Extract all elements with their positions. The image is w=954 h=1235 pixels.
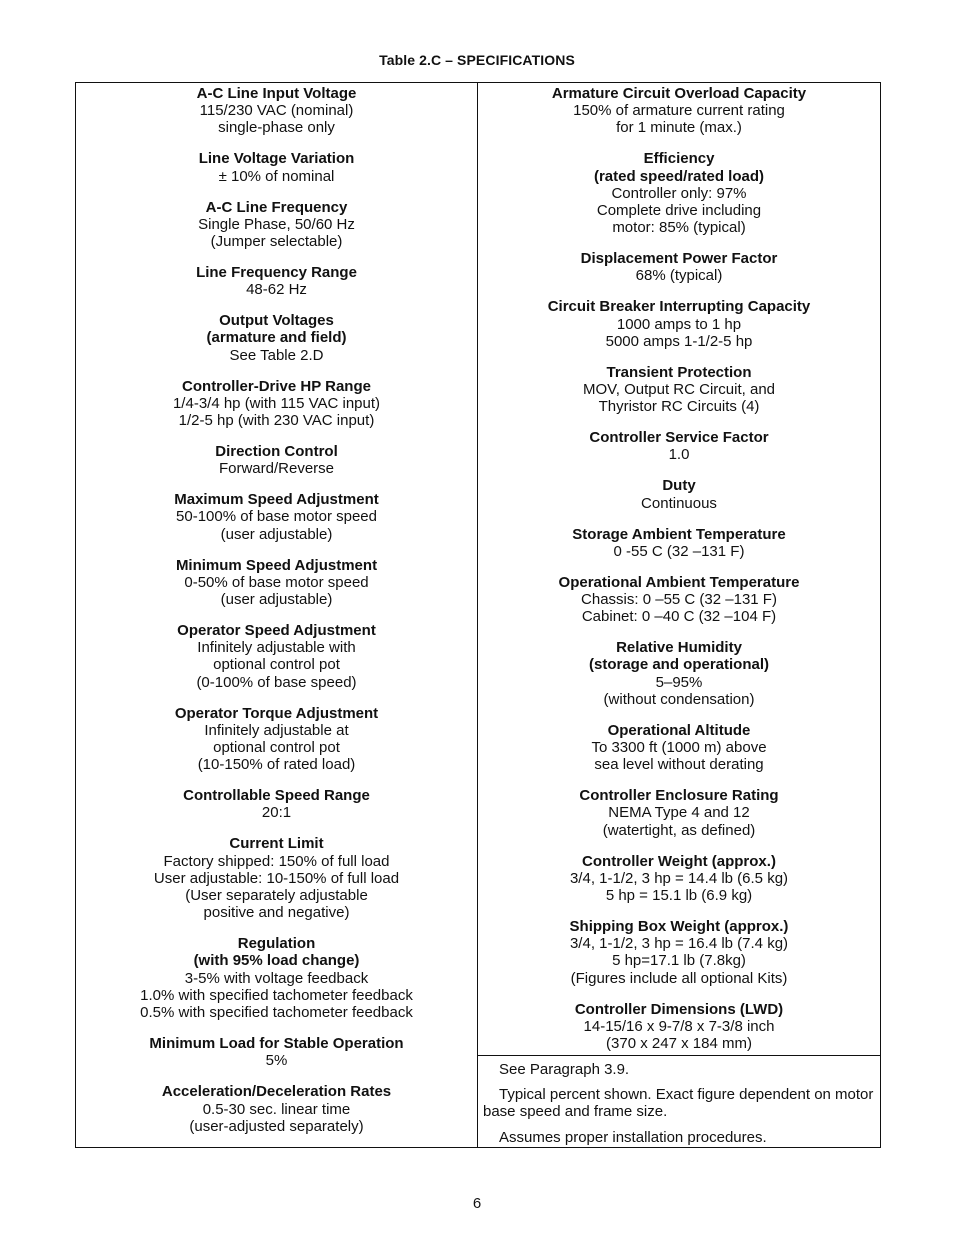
spec-heading: Line Voltage Variation [198, 150, 355, 168]
spec-heading: Armature Circuit Overload Capacity [551, 85, 807, 102]
spec-value: 5% [265, 1052, 288, 1070]
spec-item [478, 918, 880, 987]
spec-value: See Table 2.D [229, 346, 324, 364]
spec-item [76, 787, 477, 821]
spec-value: 1/2-5 hp (with 230 VAC input) [178, 412, 375, 430]
spec-value: for 1 minute (max.) [616, 119, 742, 137]
spec-item [76, 1035, 477, 1069]
spec-value: optional control pot [213, 656, 340, 674]
spec-value: Controller only: 97% [611, 184, 747, 202]
spec-item [478, 477, 880, 511]
spec-heading: Controller Enclosure Rating [579, 787, 779, 805]
spec-value: (Jumper selectable) [210, 233, 343, 251]
spec-item [478, 1001, 880, 1053]
spec-heading: Output Voltages [219, 312, 334, 330]
spec-value: (user adjustable) [220, 591, 333, 609]
spec-value: 3-5% with voltage feedback [184, 969, 369, 987]
spec-item [76, 705, 477, 774]
spec-value: 68% (typical) [635, 267, 723, 285]
spec-value: 48-62 Hz [246, 281, 307, 299]
spec-heading: (armature and field) [206, 329, 347, 347]
spec-value: (370 x 247 x 184 mm) [606, 1035, 752, 1053]
spec-value: motor: 85% (typical) [612, 219, 746, 237]
spec-value: (watertight, as defined) [602, 821, 756, 839]
spec-item [76, 622, 477, 691]
spec-value: Continuous [641, 494, 717, 512]
spec-item [478, 722, 880, 774]
spec-value: 0-50% of base motor speed [184, 573, 369, 591]
spec-heading: Controller Weight (approx.) [582, 852, 776, 870]
spec-heading: (storage and operational) [588, 656, 770, 674]
right-spec-list [478, 83, 880, 1052]
spec-value: 1.0% with specified tachometer feedback [140, 986, 413, 1004]
spec-value: 5–95% [655, 673, 703, 691]
spec-value: Single Phase, 50/60 Hz [198, 215, 355, 233]
spec-value: NEMA Type 4 and 12 [608, 804, 750, 822]
spec-item [478, 150, 880, 236]
spec-value: Factory shipped: 150% of full load [163, 852, 390, 870]
spec-value: 1/4-3/4 hp (with 115 VAC input) [172, 394, 381, 412]
spec-heading: Efficiency [643, 150, 715, 168]
spec-heading: Current Limit [229, 835, 324, 853]
spec-item [478, 250, 880, 284]
spec-value: positive and negative) [203, 904, 350, 922]
spec-heading: Minimum Load for Stable Operation [149, 1035, 404, 1053]
spec-item [478, 853, 880, 905]
spec-value: User adjustable: 10-150% of full load [153, 869, 400, 887]
table-title: Table 2.C – SPECIFICATIONS [379, 52, 575, 68]
spec-value: sea level without derating [594, 756, 764, 774]
spec-value: 0 -55 C (32 –131 F) [613, 542, 745, 560]
spec-item [76, 491, 477, 543]
spec-value: 1.0 [668, 446, 690, 464]
spec-value: (User separately adjustable [185, 887, 368, 905]
spec-heading: Maximum Speed Adjustment [174, 491, 379, 509]
spec-heading: Circuit Breaker Interrupting Capacity [547, 298, 811, 316]
spec-value: 3/4, 1-1/2, 3 hp = 14.4 lb (6.5 kg) [569, 869, 789, 887]
spec-heading: Controller Dimensions (LWD) [574, 1000, 784, 1018]
spec-heading: Controllable Speed Range [183, 787, 370, 805]
spec-heading: A-C Line Input Voltage [196, 85, 357, 102]
spec-heading: Duty [662, 477, 696, 495]
specifications-table [75, 82, 881, 1148]
spec-heading: Controller Service Factor [589, 429, 769, 447]
spec-heading: Transient Protection [606, 363, 752, 381]
spec-heading: Direction Control [215, 443, 338, 461]
right-column [478, 83, 880, 1147]
page-number: 6 [472, 1195, 482, 1212]
spec-value: Infinitely adjustable at [204, 721, 349, 739]
spec-value: MOV, Output RC Circuit, and [582, 381, 776, 399]
spec-heading: Operational Altitude [607, 721, 751, 739]
spec-heading: Displacement Power Factor [580, 250, 778, 268]
spec-value: (Figures include all optional Kits) [570, 969, 788, 987]
spec-item [478, 85, 880, 137]
spec-item [76, 557, 477, 609]
spec-item [478, 787, 880, 839]
spec-item [76, 835, 477, 921]
spec-heading: Shipping Box Weight (approx.) [569, 918, 789, 936]
spec-value: ± 10% of nominal [218, 167, 335, 185]
spec-value: To 3300 ft (1000 m) above [591, 739, 767, 757]
spec-value: Thyristor RC Circuits (4) [598, 398, 760, 416]
spec-value: optional control pot [213, 739, 340, 757]
spec-heading: Minimum Speed Adjustment [175, 556, 378, 574]
footnote-1: See Paragraph 3.9. [499, 1061, 630, 1078]
spec-item [76, 1083, 477, 1135]
spec-heading: (rated speed/rated load) [593, 167, 765, 185]
spec-value: Chassis: 0 –55 C (32 –131 F) [581, 591, 777, 609]
spec-item [76, 935, 477, 1021]
spec-item [76, 443, 477, 477]
spec-value: Complete drive including [596, 202, 762, 220]
spec-value: (user adjustable) [220, 525, 333, 543]
spec-value: 14-15/16 x 9-7/8 x 7-3/8 inch [583, 1017, 775, 1035]
spec-value: (0-100% of base speed) [196, 673, 357, 691]
spec-value: (user-adjusted separately) [189, 1117, 364, 1135]
footnotes [478, 1055, 880, 1147]
spec-item [76, 85, 477, 137]
spec-item [478, 639, 880, 708]
spec-heading: A-C Line Frequency [205, 198, 348, 216]
spec-heading: Line Frequency Range [196, 264, 357, 282]
spec-heading: Relative Humidity [616, 639, 742, 657]
spec-value: Infinitely adjustable with [197, 639, 356, 657]
spec-heading: Operational Ambient Temperature [558, 573, 800, 591]
spec-value: 1000 amps to 1 hp [616, 315, 742, 333]
spec-item [478, 364, 880, 416]
spec-heading: Storage Ambient Temperature [572, 525, 786, 543]
spec-heading: Regulation [237, 935, 316, 953]
spec-item [76, 150, 477, 184]
spec-value: (without condensation) [603, 690, 755, 708]
spec-value: 5 hp = 15.1 lb (6.9 kg) [605, 887, 753, 905]
spec-value: 150% of armature current rating [573, 102, 785, 120]
left-spec-list [76, 83, 477, 1135]
spec-value: 0.5-30 sec. linear time [202, 1100, 351, 1118]
spec-item [478, 429, 880, 463]
spec-heading: (with 95% load change) [193, 952, 360, 970]
spec-heading: Operator Torque Adjustment [174, 704, 379, 722]
spec-heading: Controller-Drive HP Range [182, 377, 371, 395]
spec-value: Forward/Reverse [218, 460, 335, 478]
footnote-3: Assumes proper installation procedures. [499, 1128, 767, 1146]
spec-value: Cabinet: 0 –40 C (32 –104 F) [581, 608, 777, 626]
spec-value: (10-150% of rated load) [197, 756, 356, 774]
spec-item [76, 264, 477, 298]
spec-item [478, 574, 880, 626]
spec-value: single-phase only [218, 119, 335, 137]
spec-item [478, 298, 880, 350]
footnote-2: Typical percent shown. Exact figure dependent on motor base speed and frame size. [483, 1086, 874, 1121]
spec-heading: Acceleration/Deceleration Rates [161, 1083, 392, 1101]
spec-value: 3/4, 1-1/2, 3 hp = 16.4 lb (7.4 kg) [569, 935, 789, 953]
spec-value: 0.5% with specified tachometer feedback [140, 1004, 413, 1022]
spec-value: 5000 amps 1-1/2-5 hp [605, 332, 753, 350]
spec-value: 20:1 [261, 804, 292, 822]
spec-item [76, 199, 477, 251]
spec-value: 115/230 VAC (nominal) [199, 102, 354, 120]
left-column [76, 83, 478, 1147]
spec-item [478, 526, 880, 560]
spec-item [76, 378, 477, 430]
spec-value: 5 hp=17.1 lb (7.8kg) [612, 952, 746, 970]
spec-heading: Operator Speed Adjustment [177, 622, 376, 640]
spec-item [76, 312, 477, 364]
spec-value: 50-100% of base motor speed [176, 508, 377, 526]
